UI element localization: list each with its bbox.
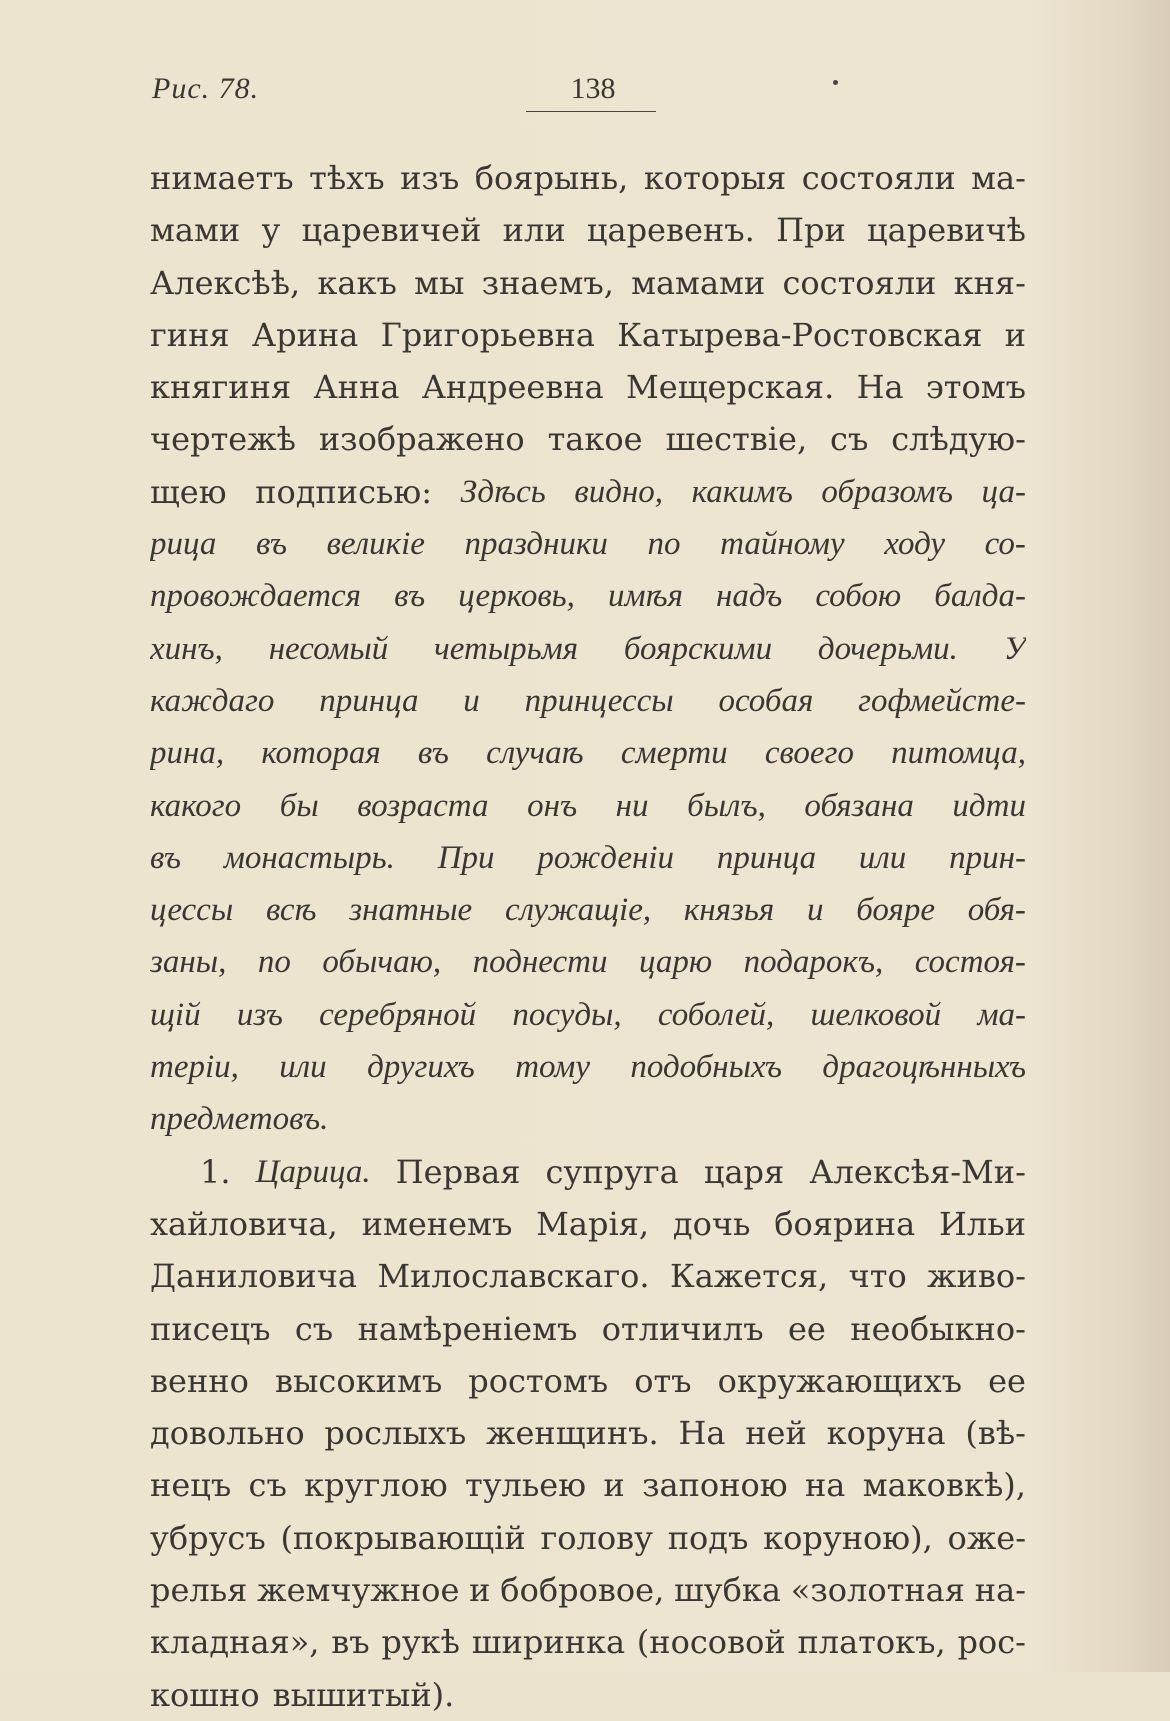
figure-reference: Рис. 78. — [152, 72, 260, 105]
word: нецъ — [150, 1466, 232, 1505]
word: намѣреніемъ — [357, 1309, 578, 1348]
italic-word: возраста — [357, 787, 489, 824]
italic-word: и — [463, 682, 480, 719]
italic-word: щій — [150, 996, 201, 1033]
word: Кажется, — [669, 1257, 829, 1296]
italic-word: поднести — [472, 944, 608, 981]
italic-word: боярскими — [623, 630, 773, 667]
word: голову — [540, 1518, 653, 1557]
word: При — [776, 211, 846, 250]
italic-word: Здѣсь — [460, 473, 546, 510]
word: ширинка — [471, 1623, 626, 1662]
word: ее — [988, 1361, 1026, 1400]
word: Катырева-Ростовская — [617, 315, 983, 354]
italic-word: принцессы — [524, 682, 674, 719]
word: у — [261, 211, 281, 250]
word: жемчужное — [257, 1571, 460, 1610]
italic-word: другихъ — [367, 1049, 475, 1086]
word: (носовой — [636, 1623, 786, 1662]
italic-word: Царица. — [255, 1153, 371, 1190]
italic-word: своего — [764, 735, 854, 772]
italic-word: собою — [815, 578, 902, 615]
italic-word: провождается — [150, 578, 361, 615]
page-number-rule — [526, 111, 656, 112]
text-line — [150, 884, 1026, 936]
text-line — [150, 466, 1026, 518]
word: хайловича, — [150, 1204, 338, 1243]
word: На — [856, 368, 904, 407]
italic-word: изъ — [236, 996, 283, 1033]
text-line — [150, 1355, 1026, 1407]
word: вышитый). — [272, 1675, 455, 1714]
text-line — [150, 1459, 1026, 1511]
italic-word: рина, — [150, 735, 225, 772]
word: круглою — [304, 1466, 448, 1505]
word: подписью: — [255, 472, 433, 511]
word: мами — [150, 211, 241, 250]
italic-word: въ — [150, 839, 182, 876]
word: ростомъ — [468, 1361, 609, 1400]
text-line — [150, 518, 1026, 570]
word: тульею — [465, 1466, 587, 1505]
italic-word: ма- — [977, 996, 1026, 1033]
running-head — [0, 72, 1170, 122]
italic-word: балда- — [934, 578, 1026, 615]
italic-word: царю — [638, 944, 713, 981]
italic-word: принца — [319, 682, 419, 719]
text-line — [150, 1407, 1026, 1459]
text-line — [150, 1512, 1026, 1564]
word: княгиня — [150, 368, 292, 407]
word: довольно — [150, 1414, 305, 1453]
italic-word: бы — [279, 787, 319, 824]
word: супруга — [545, 1152, 679, 1191]
text-line — [150, 780, 1026, 832]
word: съ — [248, 1466, 287, 1505]
word: Андреевна — [421, 368, 604, 407]
italic-word: былъ, — [687, 787, 766, 824]
word: релья — [150, 1571, 248, 1610]
word: слѣдую- — [891, 420, 1026, 459]
header-dot-mark — [833, 80, 838, 85]
word: рос- — [957, 1623, 1026, 1662]
word: 1. — [200, 1152, 231, 1191]
word: «золотная — [790, 1571, 965, 1610]
italic-word: служащіе, — [504, 892, 652, 929]
italic-word: ходу — [884, 526, 946, 563]
word: мамами — [631, 263, 766, 302]
word: кня- — [953, 263, 1026, 302]
italic-word: цессы — [150, 892, 234, 929]
italic-word: подобныхъ — [630, 1049, 782, 1086]
italic-word: какимъ — [691, 473, 793, 510]
italic-word: и — [807, 892, 824, 929]
word: писецъ — [150, 1309, 271, 1348]
word: венно — [150, 1361, 249, 1400]
text-line — [150, 832, 1026, 884]
word: окружающихъ — [717, 1361, 963, 1400]
italic-word: гофмейсте- — [858, 682, 1026, 719]
italic-word: великіе — [326, 526, 425, 563]
word: Алексѣѣ, — [150, 263, 301, 302]
word: Алексѣя-Ми- — [809, 1152, 1026, 1191]
italic-word: по — [647, 526, 681, 563]
text-line — [150, 1146, 1026, 1198]
word: Арина — [251, 315, 359, 354]
italic-word: всѣ — [265, 892, 317, 929]
text-line — [150, 1198, 1026, 1250]
word: нимаетъ — [150, 159, 294, 197]
word: шубка — [674, 1571, 781, 1610]
word: щею — [150, 472, 227, 511]
italic-word: посуды, — [512, 996, 622, 1033]
italic-word: по — [257, 944, 291, 981]
word: кладная», — [150, 1623, 320, 1662]
italic-word: дочерьми. — [817, 630, 958, 667]
word: царевичей — [301, 211, 482, 250]
word: именемъ — [361, 1204, 513, 1243]
italic-word: тому — [515, 1049, 590, 1086]
italic-word: случаѣ — [486, 735, 584, 772]
italic-word: церковь, — [458, 578, 575, 615]
italic-word: онъ — [527, 787, 578, 824]
word: убрусъ — [150, 1518, 266, 1557]
word: высокимъ — [274, 1361, 443, 1400]
text-line — [150, 570, 1026, 622]
word: рослыхъ — [324, 1414, 467, 1453]
word: коруна — [826, 1414, 946, 1453]
word: знаемъ, — [481, 263, 614, 302]
italic-word: серебряной — [319, 996, 477, 1033]
word: ее — [787, 1309, 826, 1348]
text-line — [150, 309, 1026, 361]
italic-word: имѣя — [608, 578, 683, 615]
word: маковкѣ), — [862, 1466, 1026, 1505]
word: состояли — [782, 263, 937, 302]
word: царевичѣ — [867, 211, 1026, 250]
italic-word: обязана — [804, 787, 914, 824]
text-line — [150, 1303, 1026, 1355]
word: чертежѣ — [150, 420, 296, 459]
body-text — [150, 152, 1026, 1721]
word: бобровое, — [500, 1571, 665, 1610]
italic-word: теріи, — [150, 1049, 239, 1086]
word: этомъ — [925, 368, 1026, 407]
word: На — [678, 1414, 726, 1453]
italic-word: состоя- — [914, 944, 1026, 981]
word: царевенъ. — [586, 211, 755, 250]
italic-word: бояре — [856, 892, 935, 929]
italic-word: соболей, — [657, 996, 775, 1033]
italic-word: особая — [718, 682, 814, 719]
word: живо- — [927, 1257, 1026, 1296]
italic-word: смерти — [620, 735, 728, 772]
italic-word: образомъ — [821, 473, 953, 510]
word: шествіе, — [665, 420, 808, 459]
text-line — [150, 152, 1026, 204]
word: платокъ, — [797, 1623, 946, 1662]
italic-word: подарокъ, — [743, 944, 884, 981]
word: Марія, — [536, 1204, 650, 1243]
word: ма- — [971, 159, 1026, 197]
word: оже- — [947, 1518, 1026, 1557]
word: съ — [294, 1309, 334, 1348]
word: кошно — [150, 1675, 260, 1714]
italic-word: прин- — [949, 839, 1026, 876]
italic-word: ца- — [981, 473, 1026, 510]
italic-word: знатные — [349, 892, 473, 929]
italic-word: рица — [150, 526, 217, 563]
word: на- — [974, 1571, 1026, 1610]
italic-word: обычаю, — [322, 944, 442, 981]
word: ней — [745, 1414, 807, 1453]
text-line — [150, 204, 1026, 256]
page-number: 138 — [570, 72, 616, 105]
word: (покрывающій — [280, 1518, 526, 1557]
word: и — [469, 1571, 491, 1610]
word: мы — [414, 263, 465, 302]
italic-word: шелковой — [810, 996, 942, 1033]
word: Мещерская. — [626, 368, 835, 407]
word: подъ — [667, 1518, 749, 1557]
italic-word: князья — [683, 892, 775, 929]
italic-word: несомый — [268, 630, 389, 667]
word: Григорьевна — [380, 315, 595, 354]
word: и — [1004, 315, 1026, 354]
italic-word: въ — [255, 526, 288, 563]
text-line — [150, 1041, 1026, 1093]
italic-word: въ — [417, 735, 449, 772]
word: изъ — [400, 159, 460, 197]
word: изображено — [318, 420, 525, 459]
word: коруною), — [763, 1518, 933, 1557]
text-line — [150, 1616, 1026, 1668]
word: рукѣ — [381, 1623, 460, 1662]
text-line — [150, 727, 1026, 779]
italic-word: праздники — [464, 526, 608, 563]
word: что — [848, 1257, 907, 1296]
word: состояли — [801, 159, 956, 197]
italic-word: видно, — [574, 473, 664, 510]
word: Первая — [395, 1152, 521, 1191]
text-line — [150, 936, 1026, 988]
italic-word: какого — [150, 787, 242, 824]
word: запоною — [642, 1466, 788, 1505]
text-line — [150, 623, 1026, 675]
word: необыкно- — [850, 1309, 1026, 1348]
word: боярынь, — [474, 159, 629, 197]
text-line — [150, 361, 1026, 413]
italic-word: тайному — [720, 526, 845, 563]
text-line — [150, 675, 1026, 727]
text-line — [150, 989, 1026, 1041]
italic-word: питомца, — [891, 735, 1026, 772]
word: какъ — [317, 263, 397, 302]
italic-word: ни — [615, 787, 649, 824]
italic-word: предметовъ. — [150, 1101, 329, 1138]
italic-word: При — [437, 839, 495, 876]
word: (вѣ- — [965, 1414, 1026, 1453]
italic-word: монастырь. — [223, 839, 395, 876]
text-line — [150, 1564, 1026, 1616]
word: Даниловича — [150, 1257, 357, 1296]
italic-word: драгоцѣнныхъ — [822, 1049, 1026, 1086]
word: дочь — [672, 1204, 751, 1243]
word: Анна — [313, 368, 400, 407]
italic-word: заны, — [150, 944, 227, 981]
word: или — [502, 211, 566, 250]
word: царя — [703, 1152, 785, 1191]
italic-word: У — [1003, 630, 1026, 667]
word: Милославскаго. — [377, 1257, 650, 1296]
word: тѣхъ — [309, 159, 385, 197]
text-line — [150, 1093, 1026, 1145]
italic-word: которая — [261, 735, 381, 772]
text-line — [150, 1250, 1026, 1302]
italic-word: принца — [716, 839, 817, 876]
word: отъ — [634, 1361, 692, 1400]
text-line — [150, 1669, 1026, 1721]
word: такое — [547, 420, 643, 459]
word: гиня — [150, 315, 230, 354]
word: и — [603, 1466, 625, 1505]
word: въ — [331, 1623, 370, 1662]
italic-word: четырьмя — [434, 630, 579, 667]
word: боярина — [774, 1204, 916, 1243]
italic-word: надъ — [716, 578, 783, 615]
word: съ — [830, 420, 869, 459]
text-line — [150, 257, 1026, 309]
italic-word: хинъ, — [150, 630, 223, 667]
text-line — [150, 413, 1026, 465]
italic-word: или — [858, 839, 907, 876]
italic-word: каждаго — [150, 682, 275, 719]
word: отличилъ — [601, 1309, 764, 1348]
italic-word: идти — [952, 787, 1026, 824]
italic-word: рожденіи — [537, 839, 675, 876]
italic-word: въ — [394, 578, 426, 615]
italic-word: или — [279, 1049, 327, 1086]
word: Ильи — [939, 1204, 1026, 1243]
italic-word: обя- — [967, 892, 1026, 929]
word: на — [804, 1466, 846, 1505]
word: которыя — [643, 159, 787, 197]
italic-word: со- — [984, 526, 1026, 563]
word: женщинъ. — [486, 1414, 659, 1453]
